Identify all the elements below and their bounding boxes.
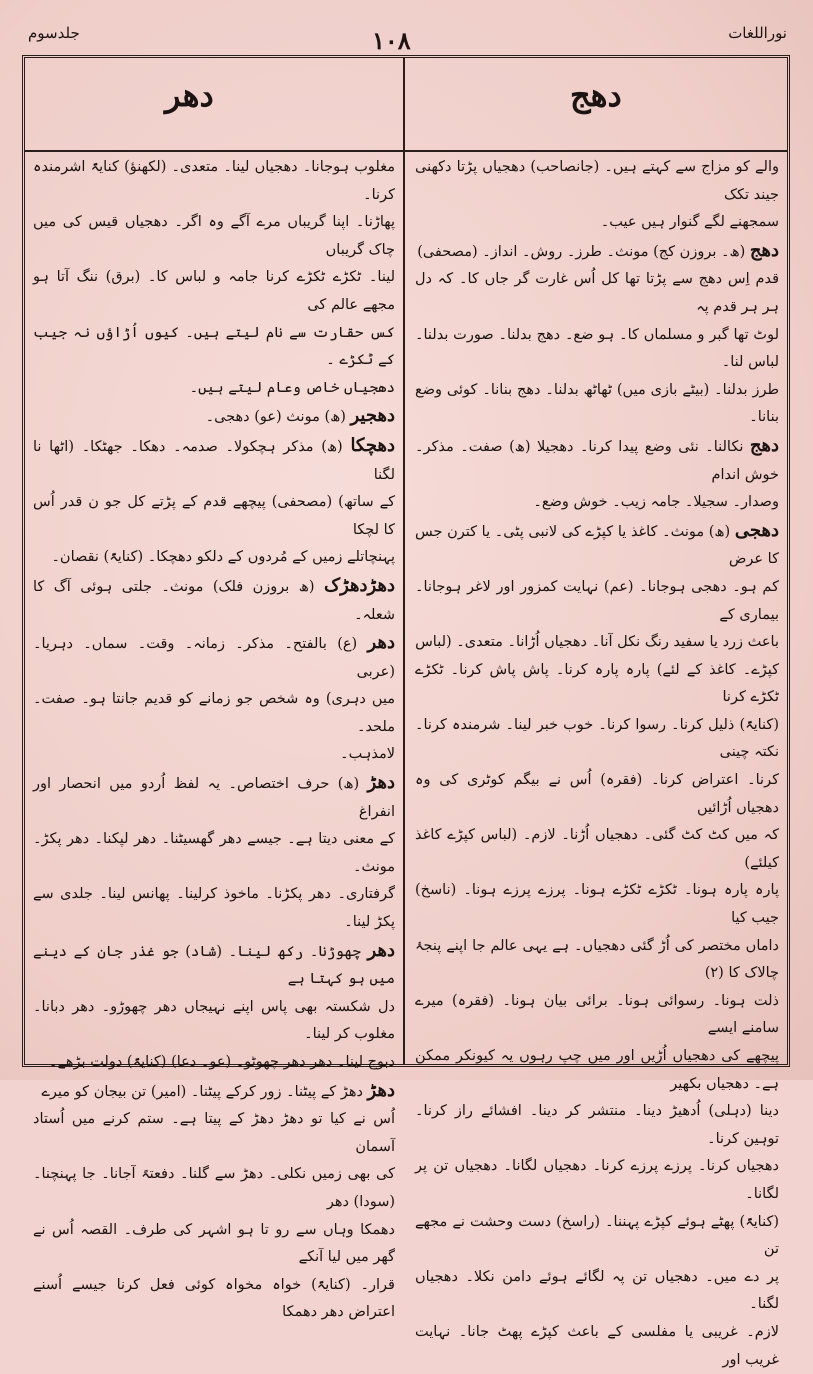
right-line: (کنایۃً) پھٹے ہوئے کپڑے پہننا۔ (راسخ) دست وحشت نے مجھے تن	[415, 1213, 779, 1258]
entry-headword: دھر	[367, 939, 395, 961]
left-line: کی بھی زمیں نکلی۔ دھڑ سے گلنا۔ دفعتہً آجانا۔ جا پہنچنا۔ (سودا) دھر	[33, 1166, 395, 1210]
left-column	[33, 154, 395, 1321]
running-head	[22, 10, 791, 55]
left-line: دھڑدھڑک (ھ بروزن فلک) مونث۔ جلتی ہوئی آگ کا شعلہ۔	[33, 574, 395, 623]
entry-headword: دھر	[367, 632, 395, 654]
right-line: لوٹ تھا گبر و مسلماں کا۔ ہو ضع۔ دھج بدلنا۔ صورت بدلنا۔ لباس لنا۔	[415, 326, 779, 371]
right-line: کرنا۔ اعتراض کرنا۔ (فقرہ) اُس نے بیگم کوٹری کی وہ دھجیاں اُڑائیں	[415, 772, 779, 816]
entry-headword: دھڑ	[367, 1079, 395, 1101]
entry-headword: دھڑدھڑک	[324, 574, 395, 596]
left-line: پہنچاتلے زمیں کے مُردوں کے دلکو دھچکا۔ (کنایۃً) نقصان۔	[51, 549, 395, 566]
left-line: گرفتاری۔ دھر پکڑنا۔ ماخوذ کرلینا۔ پھانس لینا۔ جلدی سے پکڑ لینا۔	[33, 886, 395, 931]
entry-headword: دھج	[749, 434, 779, 456]
right-line: داماں مختصر کی اُڑ گئی دھجیاں۔ ہے یہی عالم جا اپنے پنجۂ چالاک کا (۲)	[415, 937, 779, 982]
entry-headword: دھڑ	[367, 772, 395, 794]
right-line: وصدار۔ سجیلا۔ جامہ زیب۔ خوش وضع۔	[533, 494, 779, 511]
left-line: دل شکستہ بھی پاس اپنے نہیجاں دھر چھوڑو۔ دھر دبانا۔ مغلوب کر لینا۔	[33, 998, 395, 1043]
left-line: دبوچ لینا۔ دھر دھر چھوٹو۔ (عو۔ دعا) (کنایۃً) دولت بڑھے۔	[48, 1054, 395, 1070]
left-line: دھڑ دھڑ کے پیٹنا۔ زور کرکے پیٹنا۔ (امیر) تن بیجان کو میرے	[41, 1079, 395, 1101]
left-line: میں دہری) وہ شخص جو زمانے کو قدیم جانتا ہو۔ صفت۔ ملحد۔	[33, 691, 395, 735]
left-line: دھر (ع) بالفتح۔ مذکر۔ زمانہ۔ وقت۔ سماں۔ دہریا۔ (عربی	[33, 632, 395, 680]
right-line: والے کو مزاج سے کہتے ہیں۔ (جانصاحب) دھجیاں پڑتا دکھنی جیند تکک	[415, 159, 779, 203]
left-line: دھچکا (ھ) مذکر ہچکولا۔ صدمہ۔ دھکا۔ جھٹکا۔ (اٹھا نا لگنا	[33, 434, 395, 483]
left-line: پھاڑنا۔ اپنا گریباں مرے آگے وہ اگر۔ دھجیاں قیس کی میں چاک گریباں	[33, 214, 395, 258]
right-line: کپڑے۔ کاغذ کے لئے) پارہ پارہ کرنا۔ پاش پاش کرنا۔ ٹکڑے ٹکڑے کرنا	[415, 661, 779, 706]
left-line: دھمکا وہاں سے رو تا ہو اشہر کی طرف۔ القصہ اُس نے گھر میں لیا آنکے	[33, 1221, 395, 1266]
right-line: پیچھے کی دھجیاں اُڑیں اور میں چپ رہوں یہ کیونکر ممکن ہے۔ دھجیاں بکھیر	[415, 1048, 779, 1092]
right-line: (کنایۃً) ذلیل کرنا۔ رسوا کرنا۔ خوب خبر لینا۔ شرمندہ کرنا۔ نکتہ چینی	[415, 716, 779, 761]
left-line: قرار۔ (کنایۃً) خواہ مخواہ کوئی فعل کرنا جیسے اُسنے اعتراض دھر دھمکا	[33, 1276, 395, 1321]
entry-headword: دھجیر	[350, 405, 395, 427]
left-line: دھجیاں خاص وعام لیتے ہیں۔	[189, 379, 395, 396]
right-line: باعث زرد یا سفید رنگ نکل آنا۔ دھجیاں اُڑانا۔ متعدی۔ (لباس	[415, 634, 779, 651]
volume-label: جلدسوم	[28, 24, 80, 42]
right-column	[415, 154, 779, 1368]
left-line: کے ساتھ) (مصحفی) پیچھے قدم کے پڑتے کل جو ن قدر اُس کا لچکا	[33, 494, 395, 538]
right-line: دھج نکالنا۔ نئی وضع پیدا کرنا۔ دھجیلا (ھ) صفت۔ مذکر۔ خوش اندام	[415, 434, 779, 483]
right-line: طرز بدلنا۔ (بیٹے بازی میں) ٹھاٹھ بدلنا۔ دھج بنانا۔ کوئی وضع بنانا۔	[415, 381, 779, 426]
page-frame	[22, 55, 790, 1368]
page-number: ۱۰۸	[372, 26, 411, 55]
right-line: لازم۔ غریبی یا مفلسی کے باعث کپڑے پھٹ جانا۔ نہایت غریب اور	[415, 1323, 779, 1368]
right-line: پارہ پارہ ہونا۔ ٹکڑے ٹکڑے ہونا۔ پرزے پرزے ہونا۔ (ناسخ) جیب کیا	[415, 882, 779, 927]
left-line: دھجیر (ھ) مونث (عو) دھجی۔	[205, 405, 395, 427]
right-line: قدم اِس دھج سے پڑتا تھا کل اُس غارت گر جاں کا۔ کہ دل ہر ہر قدم پہ	[415, 271, 779, 315]
header-row	[25, 58, 787, 152]
right-line: دھجی (ھ) مونث۔ کاغذ یا کپڑے کی لانبی پٹی۔ یا کترن جس کا عرض	[415, 519, 779, 568]
right-line: ذلت ہونا۔ رسوائی ہونا۔ برائی بیان ہونا۔ (فقرہ) میرے سامنے ایسے	[415, 992, 779, 1037]
left-line: دھر چھوڑنا۔ رکھ لینا۔ (شاد) جو غذر جان کے دینے میں ہو کہتا ہے	[33, 939, 395, 988]
right-line: دینا (دہلی) اُدھیڑ دینا۔ منتشر کر دینا۔ افشائے راز کرنا۔ توہین کرنا۔	[415, 1103, 779, 1147]
left-line: لینا۔ ٹکڑے ٹکڑے کرنا جامہ و لباس کا۔ (برق) ننگ آتا ہو مجھے عالم کی	[33, 269, 395, 313]
left-line: مغلوب ہوجانا۔ دھجیاں لینا۔ متعدی۔ (لکھنؤ) کنایۃً اشرمندہ کرنا۔	[33, 159, 395, 203]
header-divider	[403, 58, 405, 150]
column-divider	[403, 150, 405, 1064]
right-line: سمجھنے لگے گنوار ہیں عیب۔	[600, 214, 779, 231]
entry-headword: دھج	[749, 239, 779, 261]
left-line: اُس نے کیا تو دھڑ دھڑ کے پیتا ہے۔ ستم کرنے میں اُستاد آسمان	[33, 1111, 395, 1155]
heading-right: دھج	[570, 76, 622, 114]
left-line: دھڑ (ھ) حرف اختصاص۔ یہ لفظ اُردو میں انحصار اور انفراغ	[33, 772, 395, 820]
right-line: کہ میں کٹ کٹ گئی۔ دھجیاں اُڑنا۔ لازم۔ (لباس کپڑے کاغذ کیلئے)	[415, 827, 779, 871]
left-line: کس حقارت سے نام لیتے ہیں۔ کیوں اُڑاؤں نہ جیب کے ٹکڑے ۔	[33, 324, 395, 369]
right-line: پر دے میں۔ دھجیاں تن پہ لگائے ہوئے دامن نکلا۔ دھجیاں لگنا۔	[415, 1268, 779, 1313]
right-line: دھجیاں کرنا۔ پرزے پرزے کرنا۔ دھجیاں لگانا۔ دھجیاں تن پر لگانا۔	[415, 1158, 779, 1202]
right-line: دھج (ھ۔ بروزن کج) مونث۔ طرز۔ روش۔ انداز۔ (مصحفی)	[417, 239, 779, 261]
left-line: لامذہب۔	[340, 746, 395, 763]
book-title: نوراللغات	[728, 24, 787, 42]
left-line: کے معنی دیتا ہے۔ جیسے دھر گھسیٹنا۔ دھر لپکنا۔ دھر پکڑ۔ مونث۔	[33, 831, 395, 875]
right-line: کم ہو۔ دھجی ہوجانا۔ (عم) نہایت کمزور اور لاغر ہوجانا۔ بیماری کے	[415, 578, 779, 623]
heading-left: دھر	[165, 76, 214, 114]
entry-headword: دھجی	[734, 519, 779, 541]
entry-headword: دھچکا	[350, 434, 395, 456]
